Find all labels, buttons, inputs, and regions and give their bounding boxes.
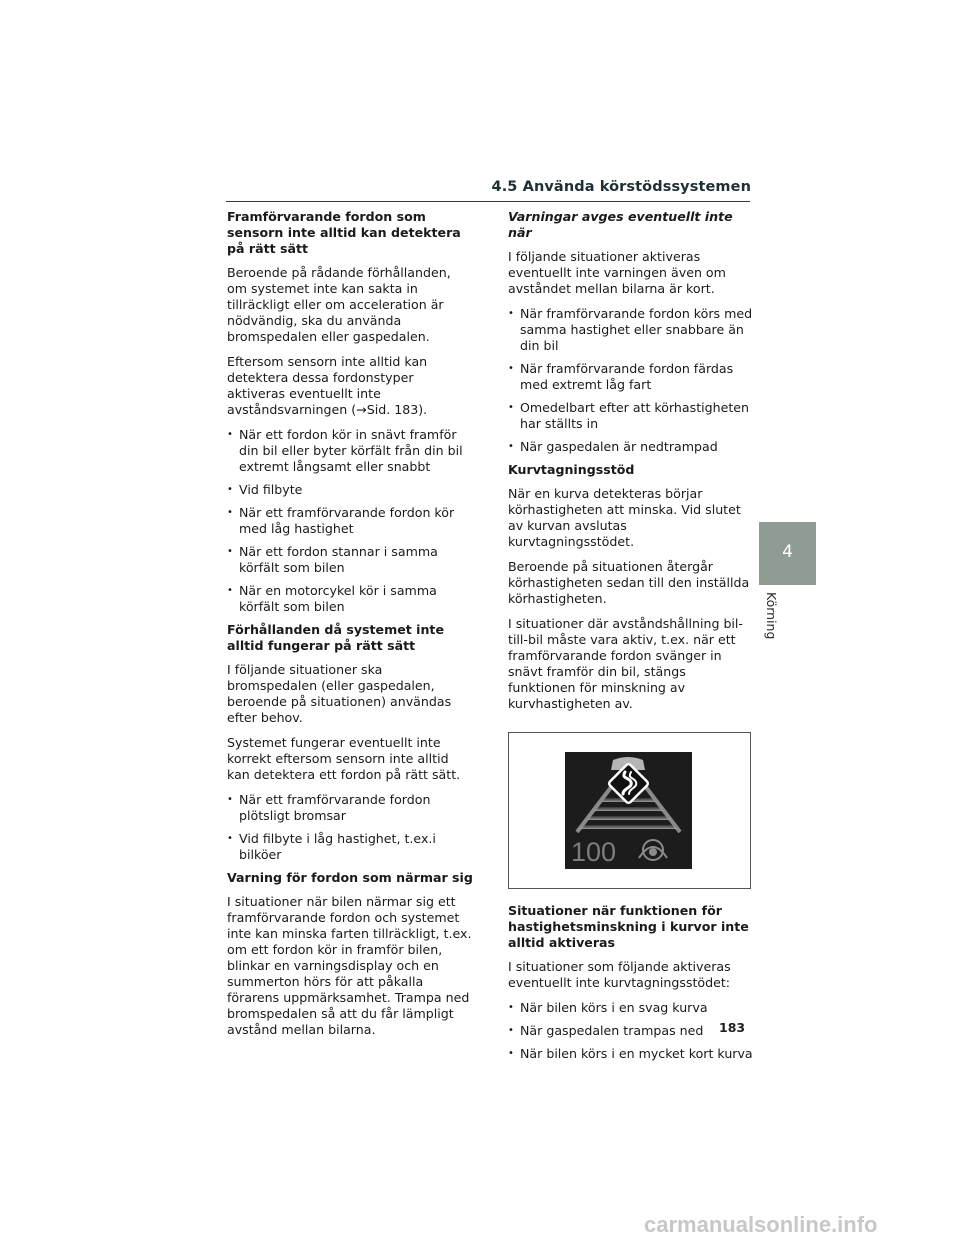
paragraph: Systemet fungerar eventuellt inte korrekt eftersom sensorn inte alltid kan detektera ett fordon på rätt sätt. xyxy=(227,735,461,782)
instrument-display xyxy=(565,752,692,869)
paragraph: Beroende på rådande förhållanden, om systemet inte kan sakta in tillräckligt eller om acceleration är nödvändig, ska du använda bromspedalen eller gaspedalen. xyxy=(227,265,451,344)
list-item: • När en motorcykel kör i samma körfält som bilen xyxy=(227,583,473,615)
list-item: • Omedelbart efter att körhastigheten har ställts in xyxy=(508,400,754,432)
heading-approach-warning: Varning för fordon som närmar sig xyxy=(227,870,473,885)
paragraph: I situationer när bilen närmar sig ett framförvarande fordon och systemet inte kan minska farten tillräckligt, t.ex. om ett fordon kör in framför bilen, blinkar en varningsdisplay och en summerton hörs för att påkalla förarens uppmärksamhet. Trampa ned bromspedalen så att du får lämpligt avstånd mellan bilarna. xyxy=(227,894,472,1037)
paragraph: I situationer som följande aktiveras eventuellt inte kurvtagningsstödet: xyxy=(508,959,731,990)
heading-curve-function-limits: Situationer när funktionen för hastighetsminskning i kurvor inte alltid aktiveras xyxy=(508,903,749,950)
paragraph: I följande situationer aktiveras eventuellt inte varningen även om avståndet mellan bilarna är kort. xyxy=(508,249,726,296)
paragraph: Beroende på situationen återgår körhastigheten sedan till den inställda körhastigheten. xyxy=(508,559,750,606)
heading-undetectable-vehicles: Framförvarande fordon som sensorn inte alltid kan detektera på rätt sätt xyxy=(227,209,461,256)
bullet-list xyxy=(227,427,473,615)
left-column xyxy=(227,209,473,1047)
list-item: • När bilen körs i en svag kurva xyxy=(508,1000,754,1016)
heading-warnings-not-issued: Varningar avges eventuellt inte när xyxy=(508,209,733,240)
list-item: • Vid filbyte xyxy=(227,482,473,498)
bullet-list xyxy=(227,792,473,863)
list-item: • När bilen körs i en mycket kort kurva xyxy=(508,1046,754,1062)
paragraph: Eftersom sensorn inte alltid kan detektera dessa fordonstyper aktiveras eventuellt inte avståndsvarningen (→Sid. 183). xyxy=(227,354,428,417)
list-item: • När ett fordon kör in snävt framför din bil eller byter körfält från din bil extremt långsamt eller snabbt xyxy=(227,427,473,475)
figure-curve-display xyxy=(508,732,751,889)
list-item: • När ett framförvarande fordon kör med låg hastighet xyxy=(227,505,473,537)
heading-curve-assist: Kurvtagningsstöd xyxy=(508,462,635,477)
section-header-title: 4.5 Använda körstödssystemen xyxy=(491,179,751,195)
paragraph: I följande situationer ska bromspedalen (eller gaspedalen, beroende på situationen) användas efter behov. xyxy=(227,662,452,725)
chapter-number: 4 xyxy=(782,542,793,562)
chapter-label xyxy=(761,592,781,652)
watermark: carmanualsonline.info xyxy=(644,1212,878,1237)
page-number: 183 xyxy=(719,1020,746,1035)
paragraph: I situationer där avståndshållning bil-till-bil måste vara aktiv, t.ex. när ett framförvarande fordon svänger in snävt framför din bil, stängs funktionen för minskning av kurvhastigheten av. xyxy=(508,616,743,711)
header-divider xyxy=(226,201,750,202)
display-graphic xyxy=(565,752,692,869)
list-item: • När framförvarande fordon körs med samma hastighet eller snabbare än din bil xyxy=(508,306,754,354)
list-item: • Vid filbyte i låg hastighet, t.ex.i bilköer xyxy=(227,831,473,863)
list-item: • När framförvarande fordon färdas med extremt låg fart xyxy=(508,361,754,393)
list-item: • När ett framförvarande fordon plötsligt bromsar xyxy=(227,792,473,824)
chapter-tab xyxy=(759,522,816,585)
bullet-list xyxy=(508,306,754,455)
heading-conditions: Förhållanden då systemet inte alltid fungerar på rätt sätt xyxy=(227,622,444,653)
list-item: • När ett fordon stannar i samma körfält som bilen xyxy=(227,544,473,576)
speed-readout: 100 xyxy=(571,837,617,867)
list-item: • När gaspedalen trampas ned xyxy=(508,1023,754,1039)
right-column xyxy=(508,209,754,1069)
bullet-list xyxy=(508,1000,754,1062)
chapter-label-text: Körning xyxy=(764,592,779,640)
paragraph: När en kurva detekteras börjar körhastigheten att minska. Vid slutet av kurvan avslutas kurvtagningsstödet. xyxy=(508,486,741,549)
list-item: • När gaspedalen är nedtrampad xyxy=(508,439,754,455)
